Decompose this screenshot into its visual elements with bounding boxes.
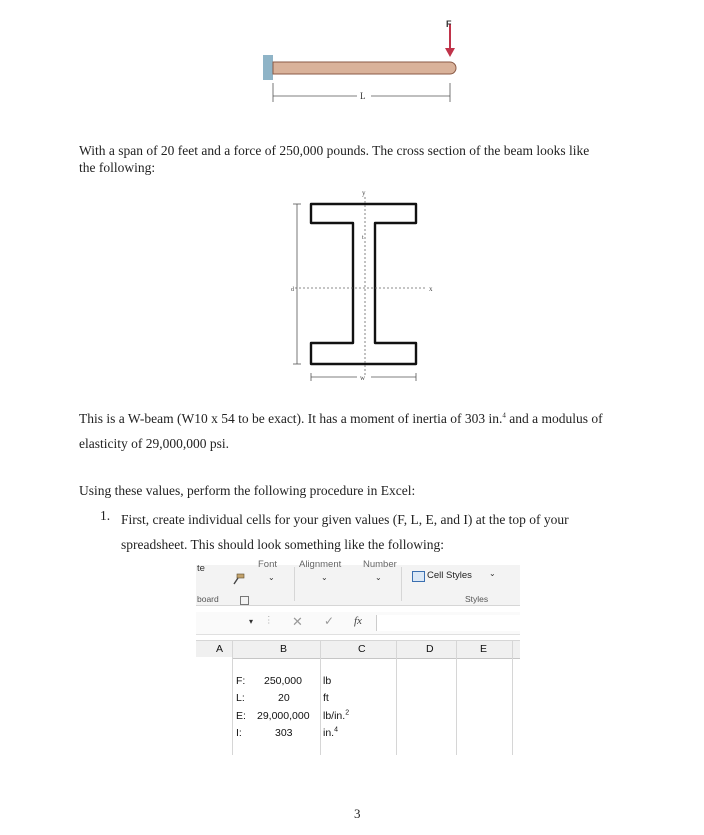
clipboard-launcher-icon[interactable] [240, 596, 249, 605]
row-value-f[interactable]: 250,000 [264, 675, 302, 687]
intro-line-1: With a span of 20 feet and a force of 250,000 pounds. The cross section of the beam looks like [79, 143, 590, 158]
alignment-dropdown-chevron-icon[interactable]: ⌄ [321, 573, 328, 582]
procedure-intro: Using these values, perform the following procedure in Excel: [79, 483, 416, 498]
wall-support [263, 55, 273, 80]
clipboard-group-label: board [197, 594, 219, 604]
row-unit-l[interactable]: ft [323, 692, 329, 704]
row-unit-f[interactable]: lb [323, 675, 332, 687]
row-header-column [196, 657, 232, 755]
cell-styles-label: Cell Styles [427, 570, 472, 581]
step-1-number: 1. [100, 508, 111, 523]
force-label: F [446, 19, 452, 29]
cell-styles-button[interactable] [412, 570, 502, 584]
intro-line-2: the following: [79, 160, 156, 175]
ibeam-outline [311, 204, 416, 364]
confirm-entry-icon[interactable]: ✓ [324, 614, 335, 628]
alignment-group-label: Alignment [299, 559, 342, 570]
gridline-col-d [456, 640, 457, 755]
intro-paragraph [79, 142, 679, 176]
column-header-d[interactable]: D [426, 643, 434, 655]
gridline-col-e [512, 640, 513, 755]
styles-group-label: Styles [465, 594, 489, 604]
insert-function-button[interactable]: fx [354, 615, 362, 627]
row-unit-e[interactable]: lb/in.$^2$ [323, 709, 350, 722]
depth-label: d [291, 287, 294, 293]
column-header-a[interactable]: A [216, 643, 224, 655]
step-1-text [121, 507, 681, 557]
y-axis-label: y [362, 189, 366, 197]
cell-styles-chevron-icon: ⌄ [489, 569, 496, 578]
row-value-i[interactable]: 303 [275, 727, 293, 739]
row-value-l[interactable]: 20 [278, 692, 290, 704]
wbeam-line-2: elasticity of 29,000,000 psi. [79, 436, 229, 451]
cantilever-beam-figure [250, 10, 480, 110]
step-1-line-1: First, create individual cells for your given values (F, L, E, and I) at the top of your [121, 512, 569, 527]
thickness-label: t [362, 235, 364, 241]
wbeam-line-1: This is a W-beam (W10 x 54 to be exact). It has a moment of inertia of 303 in.$^4$ and a modulus of [79, 411, 603, 426]
number-group-label: Number [363, 559, 397, 570]
format-painter-icon[interactable] [232, 572, 245, 583]
page-number: 3 [354, 806, 361, 821]
row-unit-i[interactable]: in.$^4$ [323, 726, 338, 739]
ribbon-group-divider-1 [294, 567, 295, 601]
name-box-chevron-icon[interactable]: ▾ [249, 617, 254, 626]
ribbon-group-divider-2 [401, 567, 402, 601]
formula-input[interactable] [376, 615, 521, 631]
column-header-c[interactable]: C [358, 643, 366, 655]
excel-screenshot [196, 559, 520, 755]
font-dropdown-chevron-icon[interactable]: ⌄ [268, 573, 275, 582]
font-group-label: Font [258, 559, 278, 570]
length-label: L [360, 91, 366, 101]
row-label-l[interactable]: L: [236, 692, 245, 704]
cell-styles-icon [412, 571, 425, 582]
row-label-e[interactable]: E: [236, 710, 246, 722]
force-arrowhead [445, 48, 455, 57]
column-header-e[interactable]: E [480, 643, 488, 655]
row-label-f[interactable]: F: [236, 675, 246, 687]
number-dropdown-chevron-icon[interactable]: ⌄ [375, 573, 382, 582]
gridline-col-a [232, 640, 233, 755]
formula-bar-grip-icon: ⋮ [264, 615, 274, 626]
row-label-i[interactable]: I: [236, 727, 242, 739]
cancel-entry-icon[interactable]: ✕ [292, 614, 303, 629]
wbeam-superscript: 4 [502, 411, 506, 420]
width-label: w [360, 374, 366, 382]
wbeam-paragraph [79, 406, 689, 456]
ibeam-cross-section [285, 185, 445, 390]
column-header-b[interactable]: B [280, 643, 288, 655]
gridline-col-c [396, 640, 397, 755]
beam-bar [273, 62, 456, 74]
x-axis-label: x [429, 285, 433, 293]
gridline-col-b [320, 640, 321, 755]
paste-label-fragment: te [197, 563, 205, 574]
step-1-line-2: spreadsheet. This should look something like the following: [121, 537, 444, 552]
row-value-e[interactable]: 29,000,000 [257, 710, 310, 722]
